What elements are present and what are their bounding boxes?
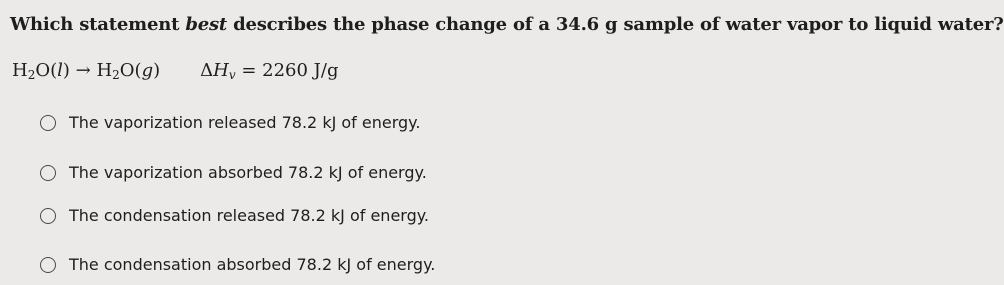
answer-option-label: The vaporization released 78.2 kJ of energy. — [69, 113, 421, 132]
answer-option-label: The condensation released 78.2 kJ of energy. — [69, 206, 430, 225]
answer-option-1[interactable] — [40, 113, 420, 132]
answer-option-2[interactable] — [40, 163, 427, 182]
question-text-start: Which statement — [10, 14, 186, 35]
phase-change-equation — [12, 60, 338, 82]
radio-button[interactable] — [40, 208, 56, 224]
radio-button[interactable] — [40, 115, 56, 131]
answer-option-4[interactable] — [40, 255, 435, 274]
answer-option-label: The condensation absorbed 78.2 kJ of energy. — [69, 255, 436, 274]
answer-option-3[interactable] — [40, 206, 429, 225]
question-text-end: describes the phase change of a 34.6 g sample of water vapor to liquid water? — [227, 14, 1004, 35]
equation-reactant: $H_2O(l)$ — [12, 60, 70, 82]
question-emphasis: best — [185, 14, 227, 35]
question-text — [10, 14, 1004, 35]
answer-option-label: The vaporization absorbed 78.2 kJ of energy. — [69, 163, 427, 182]
equation-product: $H_2O(g)$ — [96, 60, 161, 82]
enthalpy-of-vaporization: $\Delta H_v = 2260$ J/g — [200, 60, 339, 82]
radio-button[interactable] — [40, 257, 56, 273]
radio-button[interactable] — [40, 165, 56, 181]
reaction-arrow: → — [69, 60, 97, 81]
